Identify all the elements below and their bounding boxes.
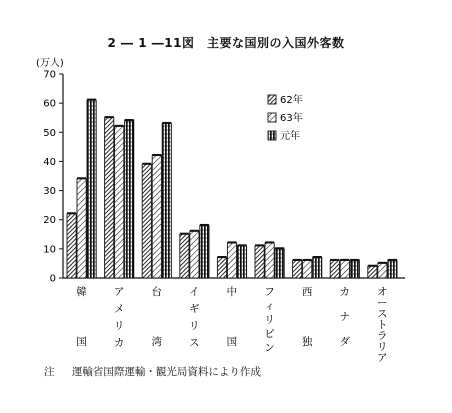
bar-cap-2-7 [303,259,312,261]
bar-1-9 [368,266,377,278]
bar-1-2 [105,118,114,278]
bar-cap-3-8 [350,259,359,261]
bar-2-5 [227,243,236,278]
bar-cap-2-6 [265,241,274,243]
category-label-char: 中 [226,286,238,298]
y-tick-label: 0 [49,273,56,285]
bar-cap-2-1 [77,177,86,179]
figure-title: 2 ― 1 ―11図 主要な国別の入国外客数 [107,36,345,50]
bar-3-9 [388,261,397,278]
category-label-char: ー [377,297,388,309]
bar-1-3 [142,164,151,278]
bar-3-3 [162,124,171,278]
bars [67,99,397,278]
bar-3-5 [237,246,246,278]
bar-1-5 [217,258,226,278]
legend-swatch-3 [268,131,276,140]
category-label-char: メ [113,303,125,315]
bar-2-4 [190,231,199,278]
bar-2-1 [77,179,86,278]
category-label-char: カ [339,286,350,298]
category-label-char: ダ [339,336,350,348]
bar-cap-3-6 [275,247,284,249]
category-label-char: 国 [226,336,238,348]
category-label-char: ナ [339,311,350,323]
bar-3-6 [275,249,284,278]
category-label-char: ス [189,337,200,349]
note-label: 注 [44,366,55,378]
bar-cap-3-1 [87,99,96,101]
bar-cap-3-5 [237,244,246,246]
bar-cap-3-7 [313,256,322,258]
bar-cap-1-1 [67,212,76,214]
bar-cap-3-9 [388,259,397,261]
y-tick-label: 40 [43,156,56,168]
bar-1-8 [330,261,339,278]
bar-2-8 [340,261,349,278]
bar-cap-1-6 [255,244,264,246]
bar-cap-1-5 [217,256,226,258]
category-label-char: リ [113,320,125,332]
bar-cap-1-3 [142,163,151,165]
bar-2-6 [265,243,274,278]
category-label-char: ン [264,342,275,354]
category-label-char: ア [113,286,125,298]
bar-1-6 [255,246,264,278]
bar-3-1 [87,100,96,278]
legend [268,93,303,142]
category-label-char: 韓 [76,286,87,298]
category-label-char: イ [189,286,200,298]
y-tick-label: 10 [43,244,56,256]
category-label-char: 台 [151,286,162,298]
bar-cap-2-8 [340,259,349,261]
legend-label-3: 元年 [280,131,300,142]
bar-cap-2-2 [115,125,124,127]
legend-swatch-1 [268,95,276,104]
bar-3-2 [125,121,134,278]
y-tick-label: 20 [43,215,56,227]
category-label-char: カ [113,337,125,349]
bar-2-3 [152,156,161,278]
category-label-char: フ [264,286,275,298]
bar-cap-3-3 [162,122,171,124]
bar-cap-1-9 [368,265,377,267]
legend-label-2: 63年 [280,113,303,124]
category-label-char: ス [377,308,388,320]
y-tick-label: 70 [43,69,56,81]
legend-label-1: 62年 [280,95,303,106]
y-tick-label: 60 [43,98,56,110]
category-label-char: 国 [76,336,87,348]
note-text: 運輸省国際運輸・観光局資料により作成 [71,366,261,378]
bar-cap-1-2 [105,116,114,118]
bar-3-4 [200,226,209,278]
category-label-char: ィ [264,300,275,312]
category-label-char: 独 [301,336,313,348]
category-label-char: ラ [377,330,388,342]
bar-3-7 [313,258,322,278]
bar-cap-2-3 [152,154,161,156]
bar-2-2 [115,126,124,278]
bar-cap-1-8 [330,259,339,261]
bar-1-1 [67,214,76,278]
bar-cap-3-2 [125,119,134,121]
legend-swatch-2 [268,113,276,122]
category-label-char: ピ [264,328,275,340]
bar-cap-3-4 [200,224,209,226]
bar-cap-2-9 [378,262,387,264]
bar-cap-1-4 [180,233,189,235]
bar-1-4 [180,234,189,278]
bar-cap-2-4 [190,230,199,232]
bar-2-7 [303,261,312,278]
category-label-char: ア [377,352,388,364]
source-note [44,364,275,379]
category-labels [76,285,387,364]
y-tick-label: 30 [43,186,56,198]
bar-2-9 [378,263,387,278]
bar-cap-2-5 [227,241,236,243]
category-label-char: リ [189,320,200,332]
category-label-char: リ [264,314,275,326]
y-tick-label: 50 [43,127,56,139]
category-label-char: リ [377,341,388,353]
category-label-char: 湾 [151,336,162,348]
category-label-char: ト [377,319,388,331]
category-label-char: オ [377,286,388,298]
bar-3-8 [350,261,359,278]
category-label-char: 西 [301,286,313,298]
bar-cap-1-7 [293,259,302,261]
bar-1-7 [293,261,302,278]
category-label-char: ギ [189,303,200,315]
y-axis-label: (万人) [36,58,64,69]
